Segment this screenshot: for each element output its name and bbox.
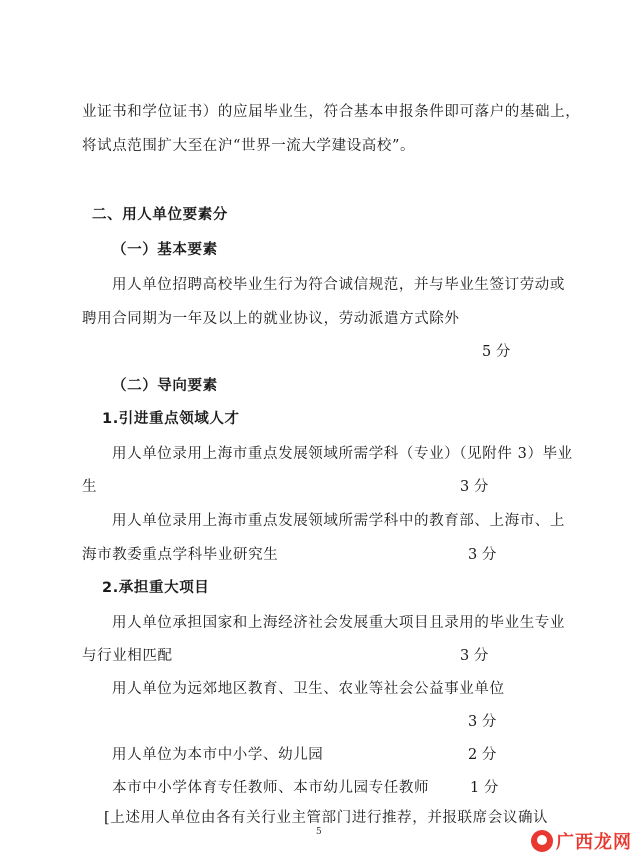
item-2a-line-2: 与行业相匹配 [82, 648, 173, 664]
item-1a-line-2: 生 [82, 479, 98, 495]
item-2b-line: 用人单位为远郊地区教育、卫生、农业等社会公益事业单位 [112, 681, 505, 697]
item-2d-line: 本市中小学体育专任教师、本市幼儿园专任教师 [112, 780, 430, 796]
item-1b-score: 3 分 [468, 547, 497, 563]
section-heading: 二、用人单位要素分 [92, 207, 228, 223]
item-2c-score: 2 分 [468, 747, 497, 763]
subsection-heading-basic: （一）基本要素 [112, 242, 218, 258]
item-heading-2: 2.承担重大项目 [102, 580, 210, 596]
item-2b-score: 3 分 [468, 714, 497, 730]
basic-requirement-line-2: 聘用合同期为一年及以上的就业协议，劳动派遣方式除外 [82, 311, 460, 327]
item-2a-score: 3 分 [460, 648, 489, 664]
logo-icon [531, 830, 553, 852]
watermark-text: 广西龙网 [556, 832, 632, 853]
basic-requirement-line-1: 用人单位招聘高校毕业生行为符合诚信规范，并与毕业生签订劳动或 [112, 277, 565, 293]
item-2c-line: 用人单位为本市中小学、幼儿园 [112, 747, 324, 763]
subsection-heading-guide: （二）导向要素 [112, 378, 218, 394]
basic-score: 5 分 [482, 344, 511, 360]
item-1a-score: 3 分 [460, 479, 489, 495]
item-2d-score: 1 分 [470, 780, 499, 796]
paragraph-continuation-line-2: 将试点范围扩大至在沪“世界一流大学建设高校”。 [82, 138, 416, 154]
watermark [531, 828, 632, 854]
item-1b-line-1: 用人单位录用上海市重点发展领域所需学科中的教育部、上海市、上 [112, 513, 565, 529]
item-2a-line-1: 用人单位承担国家和上海经济社会发展重大项目且录用的毕业生专业 [112, 615, 565, 631]
item-heading-1: 1.引进重点领域人才 [102, 411, 240, 427]
note-line: [上述用人单位由各有关行业主管部门进行推荐，并报联席会议确认 [104, 810, 549, 826]
paragraph-continuation-line-1: 业证书和学位证书）的应届毕业生，符合基本申报条件即可落户的基础上， [82, 104, 581, 120]
item-1a-line-1: 用人单位录用上海市重点发展领域所需学科（专业）（见附件 3）毕业 [112, 446, 573, 462]
page-number: 5 [316, 827, 322, 837]
item-1b-line-2: 海市教委重点学科毕业研究生 [82, 547, 279, 563]
